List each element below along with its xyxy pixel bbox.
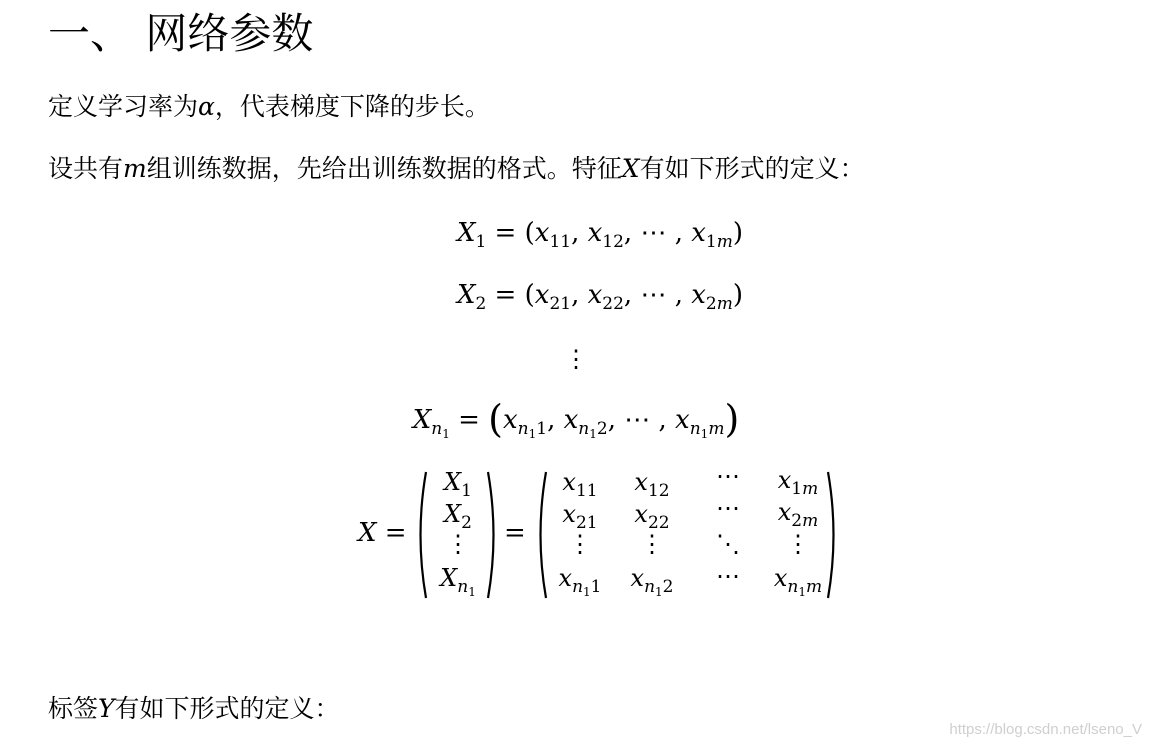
matrix-body: $x_{11}$ $x_{12}$ ⋯ $x_{1m}$ $x_{21}$ $x_{22}$ ⋯ $x_{2m}$ ⋮ ⋮ ⋱ ⋮ $x_{n_11}$ $x_{n_12}$ ⋯ $x_{n_1m}$: [558, 462, 823, 599]
p2-text-2: 组训练数据，先给出训练数据的格式。特征: [146, 154, 622, 183]
equation-x2: $X_2 = (x_{21}$, $x_{22}$, ⋯ , $x_{2m}$): [456, 280, 744, 314]
vector-column: $X_1$ $X_2$ ⋮ $X_{n_1}$: [440, 468, 476, 599]
watermark: https://blog.csdn.net/lseno_V: [949, 721, 1142, 738]
p1-text-after: ，代表梯度下降的步长。: [214, 92, 490, 121]
p3-text-after: 有如下形式的定义：: [114, 694, 340, 723]
paragraph-training-data: [48, 152, 865, 186]
paragraph-learning-rate: [48, 90, 490, 124]
p2-text-1: 设共有: [48, 154, 124, 183]
section-heading: 一、 网络参数: [48, 9, 314, 58]
equation-ellipsis: ⋮: [564, 345, 588, 373]
equation-x1: $X_1 = (x_{11}$, $x_{12}$, ⋯ , $x_{1m}$): [456, 218, 744, 252]
matrix-lhs: X =: [358, 518, 407, 548]
p2-text-3: 有如下形式的定义：: [639, 154, 865, 183]
paragraph-label-y: [48, 692, 340, 726]
equation-xn1: $X_{n_1} = (x_{n_11}$, $x_{n_12}$, ⋯ , $x_{n_1m}$): [412, 397, 740, 441]
p3-var-y: Y: [98, 694, 115, 723]
p1-var-alpha: α: [198, 92, 215, 121]
p2-var-x: X: [621, 154, 640, 183]
matrix-equation: [358, 462, 858, 602]
matrix-right-paren: [826, 470, 840, 600]
p3-text-before: 标签: [48, 694, 99, 723]
matrix-equals: =: [504, 518, 526, 548]
p1-text-before: 定义学习率为: [48, 92, 199, 121]
p2-var-m: m: [123, 154, 147, 183]
vector-right-paren: [486, 470, 500, 600]
